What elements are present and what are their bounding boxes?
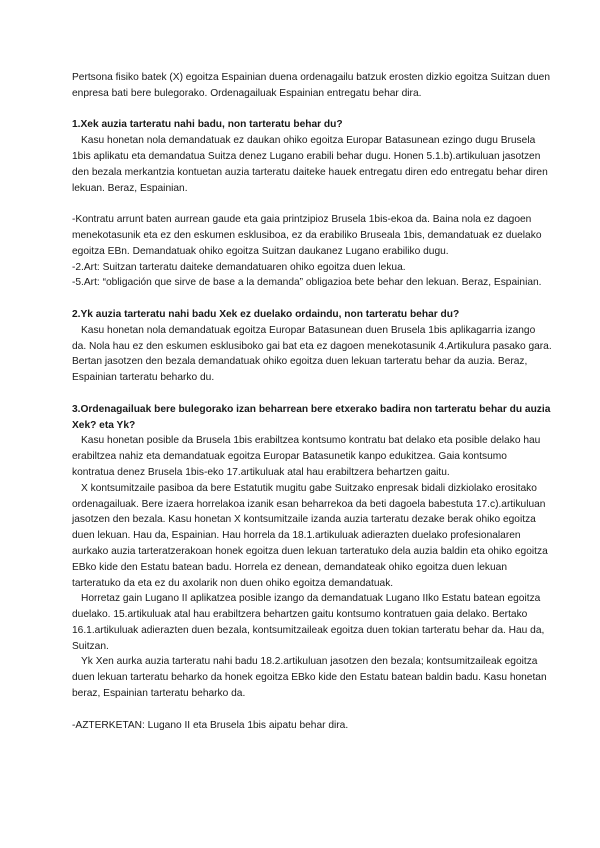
question-1-heading: 1.Xek auzia tarteratu nahi badu, non tarteratu behar du? [72,119,343,131]
spacer [72,196,552,212]
spacer [72,702,552,718]
exam-note: -AZTERKETAN: Lugano II eta Brusela 1bis aipatu behar dira. [72,719,349,731]
question-3-paragraph-1: Kasu honetan posible da Brusela 1bis erabiltzea kontsumo kontratu bat delako eta posible delako hau erabiltzea nahiz eta demandatuak egoitza Europar Batasunetik kanpo edukitzea. Gaia kontsumo kontratua denez Brusela 1bis-eko 17.artikuluak atal hau erabiltzera behartzen gaitu. [72,435,541,478]
intro-paragraph: Pertsona fisiko batek (X) egoitza Espainian duena ordenagailu batzuk erosten dizkio egoitza Suitzan duen enpresa bati bere bulegorako. Ordenagailuak Espainian entregatu behar dira. [72,72,550,99]
question-1-paragraph-1: Kasu honetan nola demandatuak ez daukan ohiko egoitza Europar Batasunean ezingo dugu Brusela 1bis aplikatu eta demandatua Suitza denez Lugano erabili behar dugu. Honen 5.1.b).artikuluan jasotzen den bezala merkantzia kontuetan auzia tarteratu daiteke hauek entregatu diren edo entregatu behar diren lekuan. Beraz, Espainian. [72,135,548,194]
question-2-paragraph-1: Kasu honetan nola demandatuak egoitza Europar Batasunean duen Brusela 1bis aplikagarria izango da. Nola hau ez den eskumen esklusiboko gai bat eta ez dagoen menekotasunik 4.Artikulura pasako gara. Bertan jasotzen den bezala demandatuak ohiko egoitza duen lekuan tarteratu behar da auzia. Beraz, Espainian tarteratu beharko du. [72,324,552,384]
question-3-paragraph-4: Yk Xen aurka auzia tarteratu nahi badu 18.2.artikuluan jasotzen den bezala; kontsumitzaileak egoitza duen lekuan tarteratu beharko da honek egoitza EBko kide den Estatu batean baldin badu. Kasu honetan beraz, Espainian tarteratu beharko da. [72,656,547,700]
question-1-article-2: -2.Art: Suitzan tarteratu daiteke demandatuaren ohiko egoitza duen lekua. [72,261,406,273]
question-1-article-5: -5.Art: “obligación que sirve de base a la demanda” obligazioa bete behar den lekuan. Beraz, Espainian. [72,277,542,289]
question-1-paragraph-2: -Kontratu arrunt baten aurrean gaude eta gaia printzipioz Brusela 1bis-ekoa da. Baina nola ez dagoen menekotasunik eta ez den eskumen esklusiboa, ez da erabiliko Bruseala 1bis, demandatuak ez duelako egoitza EBn. Demandatuak ohiko egoitza Suitzan daukanez Lugano erabiliko dugu. [72,214,542,257]
spacer [72,102,552,118]
question-3-heading: 3.Ordenagailuak bere bulegorako izan beharrean bere etxerako badira non tarteratu behar du auzia Xek? eta Yk? [72,403,551,431]
document-page [72,70,552,733]
question-3-paragraph-3: Horretaz gain Lugano II aplikatzea posible izango da demandatuak Lugano IIko Estatu batean egoitza duelako. 15.artikuluak atal hau erabiltzera behartzen gaitu kontsumo kontratuen gaia delako. Bertako 16.1.artikuluak adierazten duen bezala, kontsumitzaileak egoitza duen tokian tarteratu behar da. Hau da, Suitzan. [72,593,545,652]
question-2-heading: 2.Yk auzia tarteratu nahi badu Xek ez duelako ordaindu, non tarteratu behar du? [72,308,460,320]
spacer [72,386,552,402]
spacer [72,291,552,307]
question-3-paragraph-2: X kontsumitzaile pasiboa da bere Estatutik mugitu gabe Suitzako enpresak bidali dizkiolako erositako ordenagailuak. Bere izaera horrelakoa izanik esan beharrekoa da beti dagoela babestuta 17.c).artikuluan jasotzen den bezala. Kasu honetan X kontsumitzaile izanda auzia tarteratu dezake berak ohiko egoitza duen lekuan. Hau da, Espainian. Hau horrela da 18.1.artikuluak adierazten duelako profesionalaren aurkako auzia tarteratzerakoan honek egoitza duen lekuan tarteratuko dela auzia baldin eta ohiko egoitza EBko kide den Estatu batean badu. Horrela ez denean, demandateak ohiko egoitza duen lekuan tarteratuko da eta ez du axolarik non duen ohiko egoitza demandatuak. [72,482,548,589]
